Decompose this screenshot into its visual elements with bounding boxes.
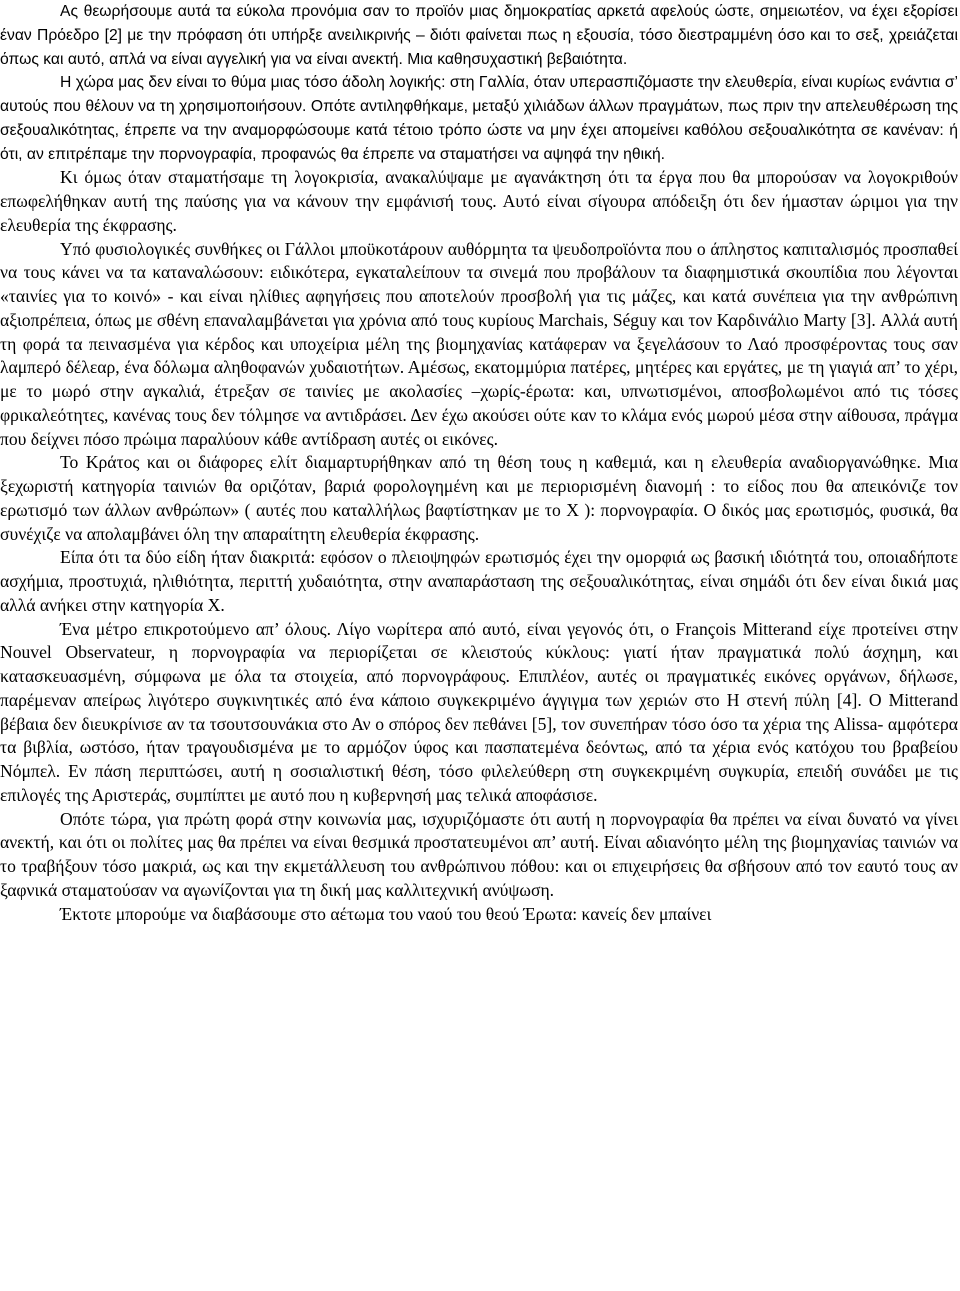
paragraph-2: Η χώρα μας δεν είναι το θύμα μιας τόσο άδολη λογικής: στη Γαλλία, όταν υπερασπιζόμαστε την ελευθερία, είναι κυρίως ενάντια σ’ αυτούς που θέλουν να τη χρησιμοποιήσουν. Οπότε αντιληφθήκαμε, μεταξύ χιλιάδων άλλων πραγμάτων, πως πριν την απελευθέρωση της σεξουαλικότητας, έπρεπε να την αναμορφώσουμε κατά τέτοιο τρόπο ώστε να μην έχει απομείνει καθόλου σεξουαλικότητα σε κανέναν: ή ότι, αν επιτρέπαμε την πορνογραφία, προφανώς θα έπρεπε να σταματήσει να αψηφά την ηθική. (0, 74, 958, 163)
paragraph-1: Ας θεωρήσουμε αυτά τα εύκολα προνόμια σαν το προϊόν μιας δημοκρατίας αρκετά αφελούς ώστε, σημειωτέον, να έχει εξορίσει έναν Πρόεδρο [2] με την πρόφαση ότι υπήρξε ανειλικρινής – διότι φαίνεται πως η εξουσία, τόσο διεστραμμένη όσο και το σεξ, χρειάζεται όπως και αυτό, απλά να είναι αγγελική για να είναι ανεκτή. Μια καθησυχαστική βεβαιότητα. (0, 3, 958, 68)
paragraph-4: Υπό φυσιολογικές συνθήκες οι Γάλλοι μποϋκοτάρουν αυθόρμητα τα ψευδοπροϊόντα που ο άπληστος καπιταλισμός προσπαθεί να τους κάνει να τα καταναλώσουν: ειδικότερα, εγκαταλείπουν τα σινεμά που προβάλουν τα διαφημιστικά σκουπίδια που λέγονται «ταινίες για το κοινό» - και είναι ηλίθιες αφηγήσεις που αποτελούν προσβολή για τις μάζες, και κατά συνέπεια για την ανθρώπινη αξιοπρέπεια, όπως με σθένη επαναλαμβάνεται για χρόνια από τους κυρίους Marchais, Séguy και τον Καρδινάλιο Marty [3]. Αλλά αυτή τη φορά τα πεινασμένα για κέρδος και υποχείρια μέλη της βιομηχανίας κατάφεραν να ξεγελάσουν το Λαό προσφέροντας τους σαν λαμπερό δέλεαρ, ένα δόλωμα αληθοφανών χυδαιοτήτων. Αμέσως, εκατομμύρια πατέρες, μητέρες και εργάτες, με τη γιαγιά απ’ το χέρι, με το μωρό στην αγκαλιά, έτρεξαν σε ταινίες με ακολασίες –χωρίς-έρωτα: και, υπνωτισμένοι, αποσβολωμένοι από τις τόσες φρικαλεότητες, κανένας τους δεν τόλμησε να αντιδράσει. Δεν έχω ακούσει ούτε καν το κλάμα ενός μωρού μέσα στην αίθουσα, πράγμα που δείχνει πόσο πρώιμα παραλύουν κάθε αντίδραση αυτές οι εικόνες. (0, 238, 958, 449)
paragraph-9: Έκτοτε μπορούμε να διαβάσουμε στο αέτωμα του ναού του θεού Έρωτα: κανείς δεν μπαίνει (60, 903, 712, 924)
paragraph-3: Κι όμως όταν σταματήσαμε τη λογοκρισία, ανακαλύψαμε με αγανάκτηση ότι τα έργα που θα μπορούσαν να λογοκριθούν επωφελήθηκαν αυτή της παύσης για να κάνουν την εμφάνισή τους. Αυτό είναι σίγουρα απόδειξη ότι δεν ήμασταν ώριμοι για την ελευθερία της έκφρασης. (0, 167, 958, 235)
paragraph-5: Το Κράτος και οι διάφορες ελίτ διαμαρτυρήθηκαν από τη θέση τους η καθεμιά, και η ελευθερία αναδιοργανώθηκε. Μια ξεχωριστή κατηγορία ταινιών θα οριζόταν, βαριά φορολογημένη και με περιορισμένη διανομή : το είδος που θα απεικόνιζε τον ερωτισμό των άλλων ανθρώπων» ( αυτές που καταλλήλως βαφτίστηκαν με το Χ ): πορνογραφία. Ο δικός μας ερωτισμός, φυσικά, θα συνέχιζε να απολαμβάνει όλη την απαραίτητη ελευθερία έκφρασης. (0, 452, 958, 544)
paragraph-7: Ένα μέτρο επικροτούμενο απ’ όλους. Λίγο νωρίτερα από αυτό, είναι γεγονός ότι, ο François Mitterand είχε προτείνει στην Nouvel Observateur, η πορνογραφία να περιορίζεται σε κλειστούς κύκλους: γιατί ήταν πραγματικά πολύ άσχημη, και κατασκευασμένη, σύμφωνα με όλα τα στοιχεία, από πορνογράφους. Επιπλέον, αυτές οι πραγματικές εικόνες οργάνων, δήλωσε, παρέμεναν απείρως λιγότερο συγκινητικές από ένα κάποιο συγκεκριμένο άγγιγμα των χεριών στο Η στενή πύλη [4]. Ο Mitterand βέβαια δεν διευκρίνισε αν τα τσουτσουνάκια στο Αν ο σπόρος δεν πεθάνει [5], τον συνεπήραν τόσο όσο τα χέρια της Alissa- αμφότερα τα βιβλία, ωστόσο, ήταν τραγουδισμένα με το αρμόζον ύφος και πασπατεμένα δεόντως, από τα χέρια ενός κατόχου του βραβείου Νόμπελ. Εν πάση περιπτώσει, αυτή η σοσιαλιστική θέση, τόσο φιλελεύθερη στη συγκεκριμένη συγκυρία, επειδή συνάδει με τις επιλογές της Αριστεράς, συμπίπτει με αυτό που η κυβερνησή μας τελικά αποφάσισε. (0, 618, 958, 805)
paragraph-8: Οπότε τώρα, για πρώτη φορά στην κοινωνία μας, ισχυριζόμαστε ότι αυτή η πορνογραφία θα πρέπει να είναι δυνατό να γίνει ανεκτή, και ότι οι πολίτες μας θα πρέπει να είναι θεσμικά προστατευμένοι απ’ αυτή. Είναι αδιανόητο μέλη της βιομηχανίας ταινιών να το τραβήξουν τόσο μακριά, ως και την εκμετάλλευση του ανθρώπινου πόθου: και οι επιχειρήσεις θα σβήσουν από τον εαυτό τους αν ξαφνικά σταματούσαν να αγωνίζονται για τη δική μας καλλιτεχνική ανύψωση. (0, 808, 958, 900)
paragraph-6: Είπα ότι τα δύο είδη ήταν διακριτά: εφόσον ο πλειοψηφών ερωτισμός έχει την ομορφιά ως βασική ιδιότητά του, οποιαδήποτε ασχήμια, προστυχιά, ηλιθιότητα, περιττή χυδαιότητα, στην αναπαράσταση της σεξουαλικότητας, είναι σημάδι ότι δεν είναι δικιά μας αλλά ανήκει στην κατηγορία Χ. (0, 547, 958, 615)
